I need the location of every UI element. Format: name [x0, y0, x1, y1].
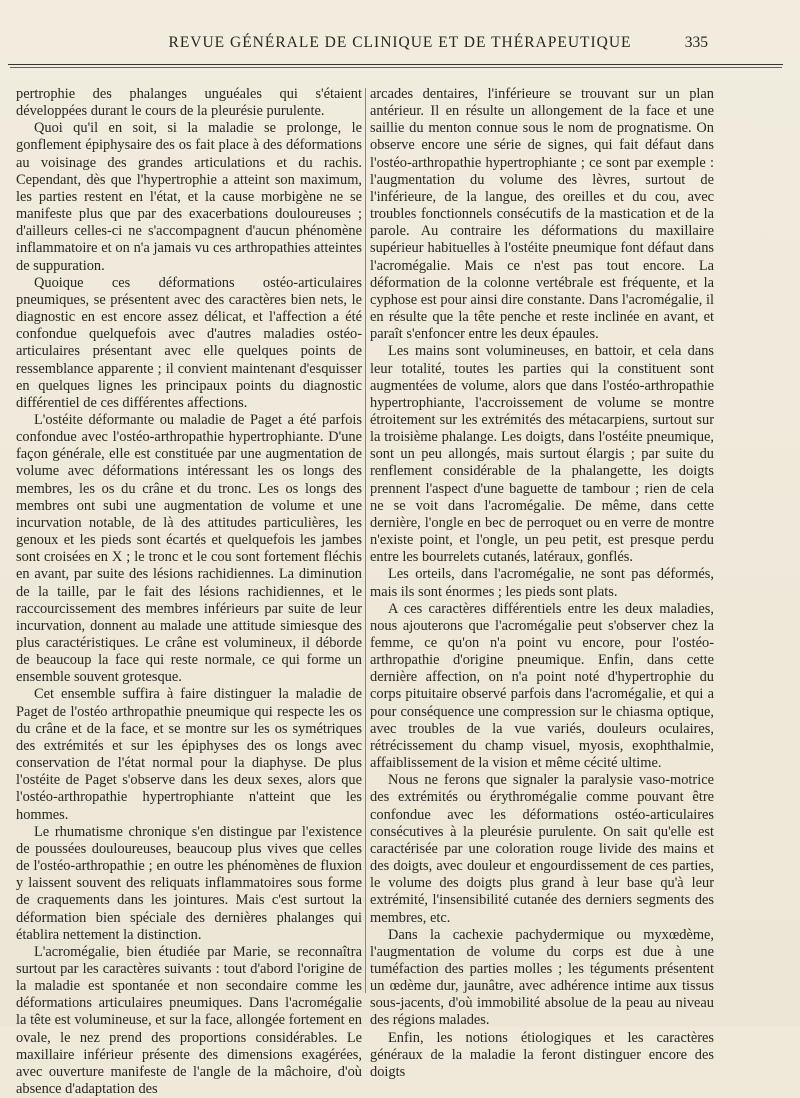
paragraph: Nous ne ferons que signaler la paralysie vaso-motrice des extrémités ou érythromégalie comme pouvant être confondue avec les déformations ostéo-articulaires consécutives à la pleurésie purulente. On sait qu'elle est caractérisée par une coloration rouge livide des mains et des doigts, avec douleur et engourdissement de ces parties, le volume des doigts plus grand à leur base qu'à leur extrémité, l'insensibilité cutanée des derniers segments des membres, etc. [370, 772, 714, 926]
page-number: 335 [684, 34, 708, 51]
paragraph: pertrophie des phalanges unguéales qui s'étaient développées durant le cours de la pleurésie purulente. [16, 86, 362, 120]
header-rule [8, 64, 783, 65]
column-divider [365, 88, 366, 993]
paragraph: Les mains sont volumineuses, en battoir, et cela dans leur totalité, toutes les parties qui la constituent sont augmentées de volume, alors que dans l'ostéo-arthropathie hypertrophiante, l'accroissement de volume se montre étroitement sur les extrémités des métacarpiens, surtout sur la troisième phalange. Les doigts, dans l'ostéite pneumique, sont un peu allongés, mais surtout élargis ; par suite du renflement considérable de la phalangette, les doigts prennent l'aspect d'une baguette de tambour ; rien de cela ne se voit dans l'acromégalie. De même, dans cette dernière, l'ongle en bec de perroquet ou en verre de montre n'existe point, et l'ongle, un peu petit, est presque perdu entre les bourrelets cutanés, latéraux, gonflés. [370, 343, 714, 566]
right-column [370, 86, 714, 1080]
paragraph: Enfin, les notions étiologiques et les caractères généraux de la maladie la feront distinguer encore des doigts [370, 1029, 714, 1080]
left-column [16, 86, 362, 1098]
paragraph: L'ostéite déformante ou maladie de Paget a été parfois confondue avec l'ostéo-arthropathie hypertrophiante. D'une façon générale, elle est constituée par une augmentation de volume avec déformations intéressant les os longs des membres, les os du crâne et du tronc. Les os longs des membres ont subi une augmentation de volume et une incurvation notable, de là des attitudes particulières, les genoux et les pieds sont écartés et quelquefois les jambes sont croisées en X ; le tronc et le cou sont fortement fléchis en avant, par suite des lésions rachidiennes. La diminution de la taille, par le fait des lésions rachidiennes, et le raccourcissement des membres inférieurs par suite de leur incurvation, donnent au malade une attitude simiesque des plus caractéristiques. Le crâne est volumineux, il déborde de beaucoup la face qui reste normale, ce qui forme un ensemble souvent grotesque. [16, 411, 362, 686]
running-title: REVUE GÉNÉRALE DE CLINIQUE ET DE THÉRAPEUTIQUE [168, 34, 632, 51]
paragraph: Quoique ces déformations ostéo-articulaires pneumiques, se présentent avec des caractères bien nets, le diagnostic en est encore assez délicat, et l'affection a été confondue quelquefois avec d'autres maladies ostéo-articulaires présentant avec elle quelques points de ressemblance apparente ; il convient maintenant d'esquisser en quelques lignes les principaux points du diagnostic différentiel de ces différentes affections. [16, 274, 362, 411]
header-rule-secondary [10, 67, 782, 68]
paragraph: L'acromégalie, bien étudiée par Marie, se reconnaîtra surtout par les caractères suivants : tout d'abord l'origine de la maladie est spontanée et non secondaire comme les déformations articulaires pneumiques. Dans l'acromégalie la tête est volumineuse, et sur la face, allongée fortement en ovale, le nez prend des proportions considérables. Le maxillaire inférieur présente des dimensions exagérées, avec ouverture manifeste de l'angle de la mâchoire, d'où absence d'adaptation des [16, 943, 362, 1098]
paragraph: A ces caractères différentiels entre les deux maladies, nous ajouterons que l'acromégalie peut s'observer chez la femme, ce qu'on n'a point vu encore, pour l'ostéo-arthropathie d'origine pneumique. Enfin, dans cette dernière affection, on n'a point noté d'hypertrophie du corps pituitaire observé parfois dans l'acromégalie, et qui a pour conséquence une compression sur le chiasma optique, avec troubles de la vue variés, douleurs oculaires, rétrécissement du champ visuel, myosis, exophthalmie, affaiblissement de la vision et même cécité ultime. [370, 600, 714, 772]
paragraph: Quoi qu'il en soit, si la maladie se prolonge, le gonflement épiphysaire des os fait place à des déformations au voisinage des grandes articulations et du rachis. Cependant, dès que l'hypertrophie a atteint son maximum, les parties restent en l'état, et la cause morbigène ne se manifeste plus que par des exacerbations douloureuses ; d'ailleurs celles-ci ne s'accompagnent d'aucun phénomène inflammatoire et on n'a jamais vu ces arthropathies atteintes de suppuration. [16, 120, 362, 274]
paragraph: Cet ensemble suffira à faire distinguer la maladie de Paget de l'ostéo arthropathie pneumique qui respecte les os du crâne et de la face, et se montre sur les os symétriques des extrémités et sur les épiphyses des os longs avec conservation de l'état normal pour la diaphyse. De plus l'ostéite de Paget s'observe dans les deux sexes, alors que l'ostéo-arthropathie hypertrophiante n'atteint que les hommes. [16, 686, 362, 823]
paragraph: arcades dentaires, l'inférieure se trouvant sur un plan antérieur. Il en résulte un allongement de la face et une saillie du menton connue sous le nom de prognatisme. On observe encore une série de signes, qui fait défaut dans l'ostéo-arthropathie hypertrophiante ; ce sont par exemple : l'augmentation du volume des lèvres, surtout de l'inférieure, de la langue, des oreilles et du cou, avec troubles fonctionnels consécutifs de la mastication et de la parole. Au contraire les déformations du maxillaire supérieur habituelles à l'ostéite pneumique font défaut dans l'acromégalie. Mais ce n'est pas tout encore. La déformation de la colonne vertébrale est fréquente, et la cyphose est pour ainsi dire constante. Dans l'acromégalie, il en résulte que la tête penche et reste inclinée en avant, et paraît s'enfoncer entre les deux épaules. [370, 86, 714, 343]
paragraph: Les orteils, dans l'acromégalie, ne sont pas déformés, mais ils sont énormes ; les pieds sont plats. [370, 566, 714, 600]
paragraph: Dans la cachexie pachydermique ou myxœdème, l'augmentation de volume du corps est due à une tuméfaction des parties molles ; les téguments présentent un œdème dur, jaunâtre, avec adhérence intime aux tissus sous-jacents, d'où immobilité absolue de la peau au niveau des régions malades. [370, 926, 714, 1029]
page-header [0, 34, 800, 56]
paragraph: Le rhumatisme chronique s'en distingue par l'existence de poussées douloureuses, beaucoup plus vives que celles de l'ostéo-arthropathie ; en outre les phénomènes de fluxion y laissent souvent des reliquats inflammatoires sous forme de craquements dans les jointures. Mais c'est surtout la déformation bien spéciale des dernières phalanges qui établira nettement la distinction. [16, 823, 362, 943]
